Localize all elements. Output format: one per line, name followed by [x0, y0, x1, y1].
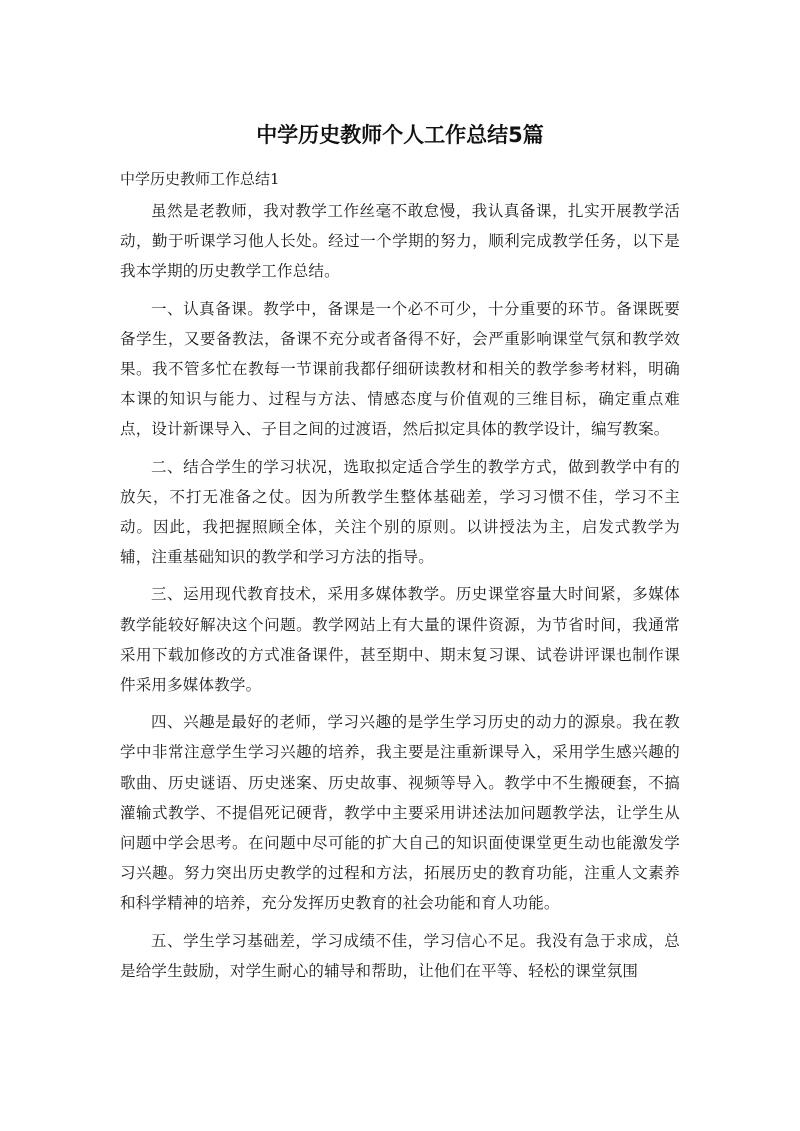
document-title: 中学历史教师个人工作总结5篇	[256, 123, 544, 147]
section-heading: 中学历史教师工作总结1	[120, 170, 280, 188]
paragraph-4: 四、兴趣是最好的老师，学习兴趣的是学生学习历史的动力的源泉。我在教学中非常注意学生学习兴趣的培养，我主要是注重新课导入，采用学生感兴趣的歌曲、历史谜语、历史迷案、历史故事、视频等导入。教学中不生搬硬套，不搞灌输式教学、不提倡死记硬背，教学中主要采用讲述法加问题教学法，让学生从问题中学会思考。在问题中尽可能的扩大自己的知识面使课堂更生动也能激发学习兴趣。努力突出历史教学的过程和方法，拓展历史的教育功能，注重人文素养和科学精神的培养，充分发挥历史教育的社会功能和育人功能。	[120, 713, 680, 913]
document-page	[120, 120, 680, 993]
paragraph-1: 一、认真备课。教学中，备课是一个必不可少，十分重要的环节。备课既要备学生，又要备教法，备课不充分或者备得不好，会严重影响课堂气氛和教学效果。我不管多忙在教每一节课前我都仔细研读教材和相关的教学参考材料，明确本课的知识与能力、过程与方法、情感态度与价值观的三维目标，确定重点难点，设计新课导入、子目之间的过渡语，然后拟定具体的教学设计，编写教案。	[120, 299, 680, 439]
paragraph-5: 五、学生学习基础差，学习成绩不佳，学习信心不足。我没有急于求成，总是给学生鼓励，对学生耐心的辅导和帮助，让他们在平等、轻松的课堂氛围	[120, 931, 680, 980]
paragraph-2: 二、结合学生的学习状况，选取拟定适合学生的教学方式，做到教学中有的放矢，不打无准备之仗。因为所教学生整体基础差，学习习惯不佳，学习不主动。因此，我把握照顾全体，关注个别的原则。以讲授法为主，启发式教学为辅，注重基础知识的教学和学习方法的指导。	[120, 457, 680, 567]
paragraph-intro: 虽然是老教师，我对教学工作丝毫不敢怠慢，我认真备课，扎实开展教学活动，勤于听课学习他人长处。经过一个学期的努力，顺利完成教学任务，以下是我本学期的历史教学工作总结。	[120, 202, 680, 281]
paragraph-3: 三、运用现代教育技术，采用多媒体教学。历史课堂容量大时间紧，多媒体教学能较好解决这个问题。教学网站上有大量的课件资源，为节省时间，我通常采用下载加修改的方式准备课件，甚至期中、期末复习课、试卷讲评课也制作课件采用多媒体教学。	[120, 585, 680, 695]
